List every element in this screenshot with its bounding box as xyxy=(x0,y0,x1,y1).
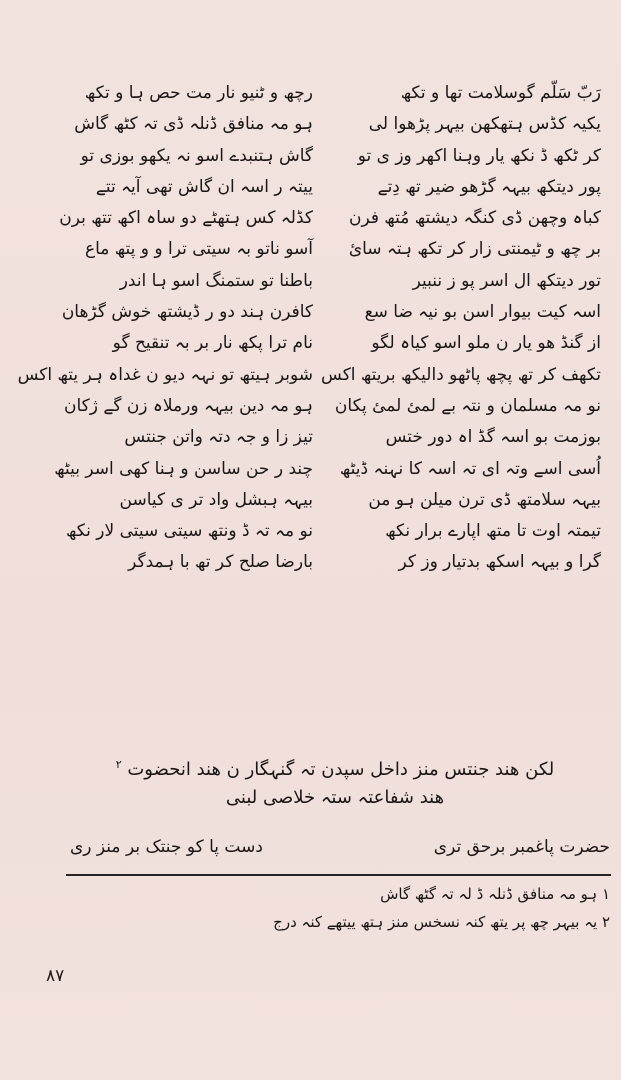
verse-line: بارضا صلح کر تھ با ہمدگر xyxy=(128,552,313,573)
verse-line: نو مہ تہ ڈ ونتھ سیتی سیتی لار نکھ xyxy=(66,521,313,542)
verse-line: رچھ و ٹنیو نار مت حص ہا و تکھ xyxy=(84,83,313,103)
verse-line: اُسی اسے وتہ ای تہ اسہ کا نہنہ ڈیٹھ xyxy=(339,458,601,479)
page-number: ۸۷ xyxy=(46,966,65,986)
verse-line: کر ٹکھ ڈ نکھ یار وہنا اکھر وز ی تو xyxy=(357,145,601,166)
verse-line: ہو مہ منافق ڈنلہ ڈی تہ کٹھ گاش xyxy=(74,114,313,135)
footnotes xyxy=(150,880,610,936)
verse-line: شوبر ہیتھ تو نہہ دیو ن غداہ ہر یتھ اکس xyxy=(17,364,313,385)
verse-line: رَبّ سَلّم گوسلامت تھا و تکھ xyxy=(400,83,601,103)
left-verse-column xyxy=(17,78,313,579)
verse-line: بر چھ و ٹیمنتی زار کر تکھ ہتہ سائ xyxy=(348,239,601,260)
right-verse-column xyxy=(321,78,601,579)
verse-line: گرا و بیہہ اسکھ بدتیار وز کر xyxy=(398,552,601,573)
verse-line: بوزمت بو اسہ گڈ اہ دور ختس xyxy=(385,427,601,448)
verse-line: تکھف کر تھ پچھ پاٹھو دالیکھ بریتھ اکس xyxy=(321,364,601,385)
verse-line: بیہہ ہبشل واد تر ی کیاسن xyxy=(119,489,313,510)
verse-line: نام ترا پکھ نار بر بہ تنقیح گو xyxy=(112,333,313,354)
verse-line: تور دیتکھ ال اسر پو ز ننبیر xyxy=(412,270,601,291)
footnote-2: ۲ یہ بیہر چھ پر یتھ کنہ نسخس منز ہتھ ییتھے کنہ درج xyxy=(273,913,610,931)
verse-line: کباہ وچھن ڈی کنگہ دیشتھ مُتھ فرن xyxy=(348,208,601,229)
verse-line: اسہ کیت بیوار اسن بو نیہ ضا سع xyxy=(364,302,601,323)
verse-line: کڈلہ کس ہتھٹے دو ساہ اکھ تتھ برن xyxy=(59,208,313,229)
section-heading-line-1 xyxy=(60,748,610,782)
verse-line: تیز زا و جہ دتہ واتن جنتس xyxy=(124,427,313,448)
couplet-right-hemistich: حضرت پاغمبر برحق تری xyxy=(433,837,610,857)
verse-line: ہو مہ دین بیہہ ورملاہ زن گے ژکان xyxy=(63,395,313,416)
verse-line: تیمتہ اوت تا متھ اپارے برار نکھ xyxy=(385,521,601,542)
footnote-marker: ۲ xyxy=(115,758,122,771)
section-heading xyxy=(60,748,610,814)
verse-line: بیہہ سلامتھ ڈی ترن میلن ہو من xyxy=(368,489,601,510)
verse-line: آسو ناتو بہ سیتی ترا و و پتھ ماع xyxy=(84,239,313,260)
couplet xyxy=(70,830,610,864)
verse-line: باطنا تو ستمنگ اسو ہا اندر xyxy=(119,270,313,291)
verse-line: کافرن ہند دو ر ڈیشتھ خوش گڑھان xyxy=(61,302,313,323)
verse-line: پور دیتکھ بیہہ گڑھو ضیر تھ دِتے xyxy=(377,176,601,197)
verse-line: چند ر حن ساسن و ہنا کھی اسر بیٹھ xyxy=(54,458,313,479)
verse-line: ییتہ ر اسہ ان گاش تھی آیہ تتے xyxy=(95,176,313,197)
footnote-divider xyxy=(66,874,611,876)
section-heading-line-2: ھند شفاعتہ ستہ خلاصی لبنی xyxy=(225,787,445,808)
footnote-1: ۱ ہو مہ منافق ڈنلہ ڈ لہ تہ گٹھ گاش xyxy=(380,885,610,903)
couplet-left-hemistich: دست پا کو جنتک بر منز ری xyxy=(70,837,263,857)
verse-line: یکیہ کڈس ہتھکھن بیہر پڑھوا لی xyxy=(368,114,601,135)
heading-text: لکن ھند جنتس منز داخل سپدن تہ گنہگار ن ھند انحضوت xyxy=(127,759,555,780)
verse-line: نو مہ مسلمان و نتہ بے لمئ لمئ پکان xyxy=(334,395,601,416)
verse-line: از گنڈ ھو یار ن ملو اسو کیاہ لگو xyxy=(371,333,601,354)
verse-line: گاش ہتنبدے اسو نہ یکھو بوزی تو xyxy=(80,145,313,166)
